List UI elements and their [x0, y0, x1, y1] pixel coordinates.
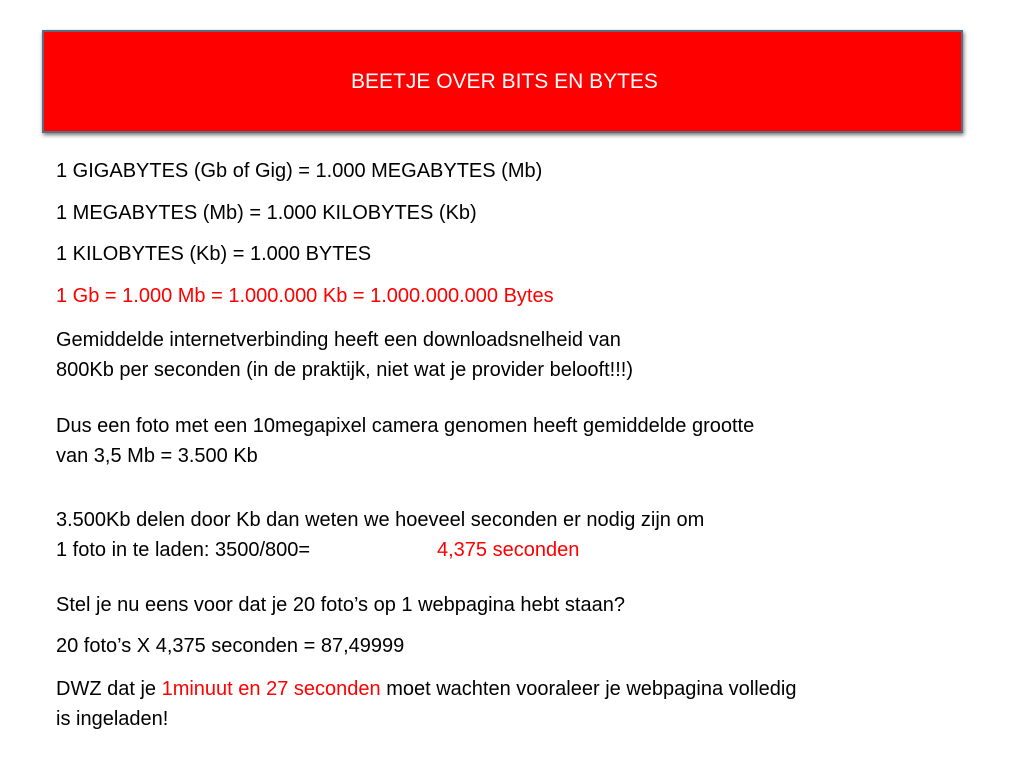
- line-internet-1: Gemiddelde internetverbinding heeft een downloadsnelheid van: [56, 329, 621, 351]
- conclusion-prefix: DWZ dat je: [56, 678, 162, 700]
- slide-title: BEETJE OVER BITS EN BYTES: [351, 69, 658, 93]
- line-internet-2: 800Kb per seconden (in de praktijk, niet wat je provider belooft!!!): [56, 359, 633, 381]
- line-calc-2: 1 foto in te laden: 3500/800=: [56, 539, 311, 561]
- conclusion-suffix: moet wachten vooraleer je webpagina volledig: [380, 678, 797, 700]
- line-photo-2: van 3,5 Mb = 3.500 Kb: [56, 445, 258, 467]
- line-calc-1: 3.500Kb delen door Kb dan weten we hoeveel seconden er nodig zijn om: [56, 509, 705, 531]
- calc-answer: 4,375 seconden: [437, 539, 580, 561]
- line-megabytes: 1 MEGABYTES (Mb) = 1.000 KILOBYTES (Kb): [56, 202, 477, 224]
- line-gigabytes: 1 GIGABYTES (Gb of Gig) = 1.000 MEGABYTES (Mb): [56, 160, 543, 182]
- line-imagine: Stel je nu eens voor dat je 20 foto’s op 1 webpagina hebt staan?: [56, 594, 625, 616]
- line-summary: 1 Gb = 1.000 Mb = 1.000.000 Kb = 1.000.000.000 Bytes: [56, 285, 554, 307]
- line-kilobytes: 1 KILOBYTES (Kb) = 1.000 BYTES: [56, 243, 372, 265]
- title-banner: [42, 30, 963, 133]
- line-conclusion-2: is ingeladen!: [56, 708, 169, 730]
- conclusion-highlight: 1minuut en 27 seconden: [161, 678, 381, 700]
- line-conclusion-1: [56, 675, 796, 704]
- line-photo-1: Dus een foto met een 10megapixel camera genomen heeft gemiddelde grootte: [56, 415, 755, 437]
- line-multiply: 20 foto’s X 4,375 seconden = 87,49999: [56, 635, 405, 657]
